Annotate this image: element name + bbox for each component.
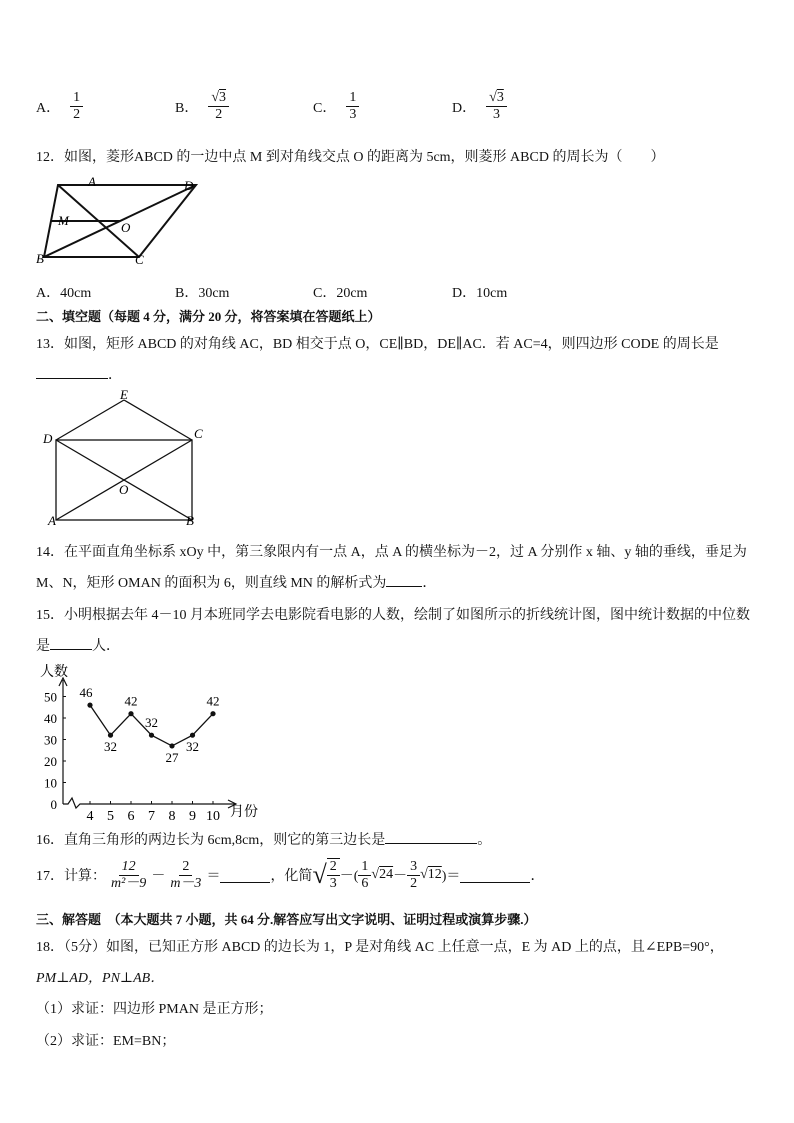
y-axis-label: 人数 <box>40 665 68 680</box>
q11-option-c[interactable] <box>313 90 359 123</box>
x-axis <box>63 798 236 808</box>
fraction: $\frac{1}{2}$ <box>70 90 83 123</box>
data-label: 27 <box>165 749 179 765</box>
x-tick-label: 10 <box>206 809 220 820</box>
data-point <box>108 733 113 738</box>
answer-blank[interactable] <box>385 829 477 844</box>
q14-line-2: M、N，矩形 OMAN 的面积为 6，则直线 MN 的解析式为 ． <box>36 572 436 592</box>
y-tick-label: 40 <box>44 711 57 726</box>
label-d: D <box>43 431 53 446</box>
data-label: 32 <box>104 739 117 755</box>
answer-blank[interactable] <box>386 572 422 587</box>
option-label: A． <box>36 100 61 116</box>
label-b: B <box>186 513 194 528</box>
data-point <box>190 733 195 738</box>
label-a: A <box>48 513 56 528</box>
q13-rectangle-figure <box>36 388 211 530</box>
label-c: C <box>135 252 144 267</box>
data-label: 46 <box>79 685 93 701</box>
x-tick-label: 8 <box>168 809 176 820</box>
x-tick-label: 4 <box>86 809 94 820</box>
label-a: A <box>88 174 96 189</box>
fraction: $\frac{1}{6}$ <box>358 859 371 892</box>
label-o: O <box>119 482 129 497</box>
q18-line-2: PM⊥AD，PN⊥AB． <box>36 971 165 986</box>
x-axis-label: 月份 <box>230 805 258 820</box>
q17-expression: 17．计算： $\frac{12}{\text{m²－9}}$ － $\frac{2}{m-3}$ ＝ ，化简 √ $\frac{2}{3}$ －( $\frac{1}{6}$ √24 － $\frac{3}{2}$ √12 )＝ ． <box>36 858 545 892</box>
q18-line-1: 18．（5分）如图，已知正方形 ABCD 的边长为 1，P 是对角线 AC 上任意一点，E 为 AD 上的点，且∠EPB=90°， <box>36 940 724 955</box>
q18-subquestion-2: （2）求证：EM=BN； <box>36 1034 176 1049</box>
q15-line-1: 15．小明根据去年 4－10 月本班同学去电影院看电影的人数，绘制了如图所示的折线统计图，图中统计数据的中位数 <box>36 608 750 623</box>
data-label: 32 <box>186 739 199 755</box>
data-point <box>128 711 133 716</box>
q12-rhombus-figure <box>36 172 216 268</box>
data-label: 42 <box>124 693 138 709</box>
fraction: $\frac{3}{2}$ <box>407 859 420 892</box>
answer-blank[interactable] <box>36 364 108 379</box>
section-3-heading: 三、解答题 （本大题共 7 小题，共 64 分.解答应写出文字说明、证明过程或演算步骤.） <box>36 912 537 927</box>
label-b: B <box>36 251 44 266</box>
answer-blank[interactable] <box>50 635 92 650</box>
x-tick-label: 7 <box>148 809 155 820</box>
x-tick-label: 6 <box>127 809 135 820</box>
option-label: B． <box>175 100 199 116</box>
q12-option-a[interactable]: A．40cm <box>36 286 92 301</box>
data-point <box>210 711 215 716</box>
fraction: $\frac{2}{m-3}$ <box>170 858 202 891</box>
q15-line-2: 是 人． <box>36 635 120 655</box>
fraction: $\frac{12}{\text{m²－9}}$ <box>111 858 147 891</box>
q13-answer-line: ． <box>36 364 122 384</box>
q12-option-d[interactable]: D．10cm <box>452 286 508 301</box>
label-d: D <box>184 178 194 193</box>
q11-option-b[interactable] <box>175 90 229 123</box>
line-chart <box>36 660 276 820</box>
data-point <box>87 703 92 708</box>
data-label: 32 <box>145 715 158 731</box>
data-point <box>149 733 154 738</box>
label-e: E <box>120 388 128 402</box>
option-label: C． <box>313 100 337 116</box>
q14-line-1: 14．在平面直角坐标系 xOy 中，第三象限内有一点 A，点 A 的横坐标为－2，过 A 分别作 x 轴、y 轴的垂线，垂足为 <box>36 545 747 560</box>
q12-option-b[interactable]: B．30cm <box>175 286 230 301</box>
y-tick-label: 10 <box>44 775 57 791</box>
fraction: $\frac{1}{3}$ <box>346 90 359 123</box>
label-o: O <box>121 220 131 235</box>
q16-text: 16．直角三角形的两边长为 6cm,8cm，则它的第三边长是 。 <box>36 829 491 849</box>
q13-text: 13．如图，矩形 ABCD 的对角线 AC，BD 相交于点 O，CE∥BD，DE∥AC．若 AC=4，则四边形 CODE 的周长是 <box>36 337 719 352</box>
answer-blank-2[interactable] <box>460 868 530 883</box>
data-label: 42 <box>206 693 220 709</box>
label-m: M <box>58 213 69 228</box>
q11-option-a[interactable] <box>36 90 83 123</box>
answer-blank-1[interactable] <box>220 868 270 883</box>
y-tick-label: 20 <box>44 754 57 769</box>
section-2-heading: 二、填空题（每题 4 分，满分 20 分，将答案填在答题纸上） <box>36 309 381 324</box>
q12-option-c[interactable]: C．20cm <box>313 286 368 301</box>
sqrt-expression: √ $\frac{2}{3}$ <box>312 858 339 892</box>
x-tick-label: 9 <box>189 809 196 820</box>
option-label: D． <box>452 100 477 116</box>
y-tick-label: 50 <box>44 689 57 705</box>
fraction: $\frac{√3}{3}$ <box>486 90 507 123</box>
q11-option-d[interactable] <box>452 90 507 123</box>
q12-text: 12．如图，菱形ABCD 的一边中点 M 到对角线交点 O 的距离为 5cm，则菱形 ABCD 的周长为（ ） <box>36 150 665 165</box>
fraction: $\frac{√3}{2}$ <box>208 90 229 123</box>
data-point <box>169 743 174 748</box>
y-tick-label: 0 <box>50 797 57 812</box>
label-c: C <box>194 426 203 441</box>
q18-subquestion-1: （1）求证：四边形 PMAN 是正方形； <box>36 1002 273 1017</box>
y-tick-label: 30 <box>44 732 57 748</box>
x-tick-label: 5 <box>107 809 114 820</box>
